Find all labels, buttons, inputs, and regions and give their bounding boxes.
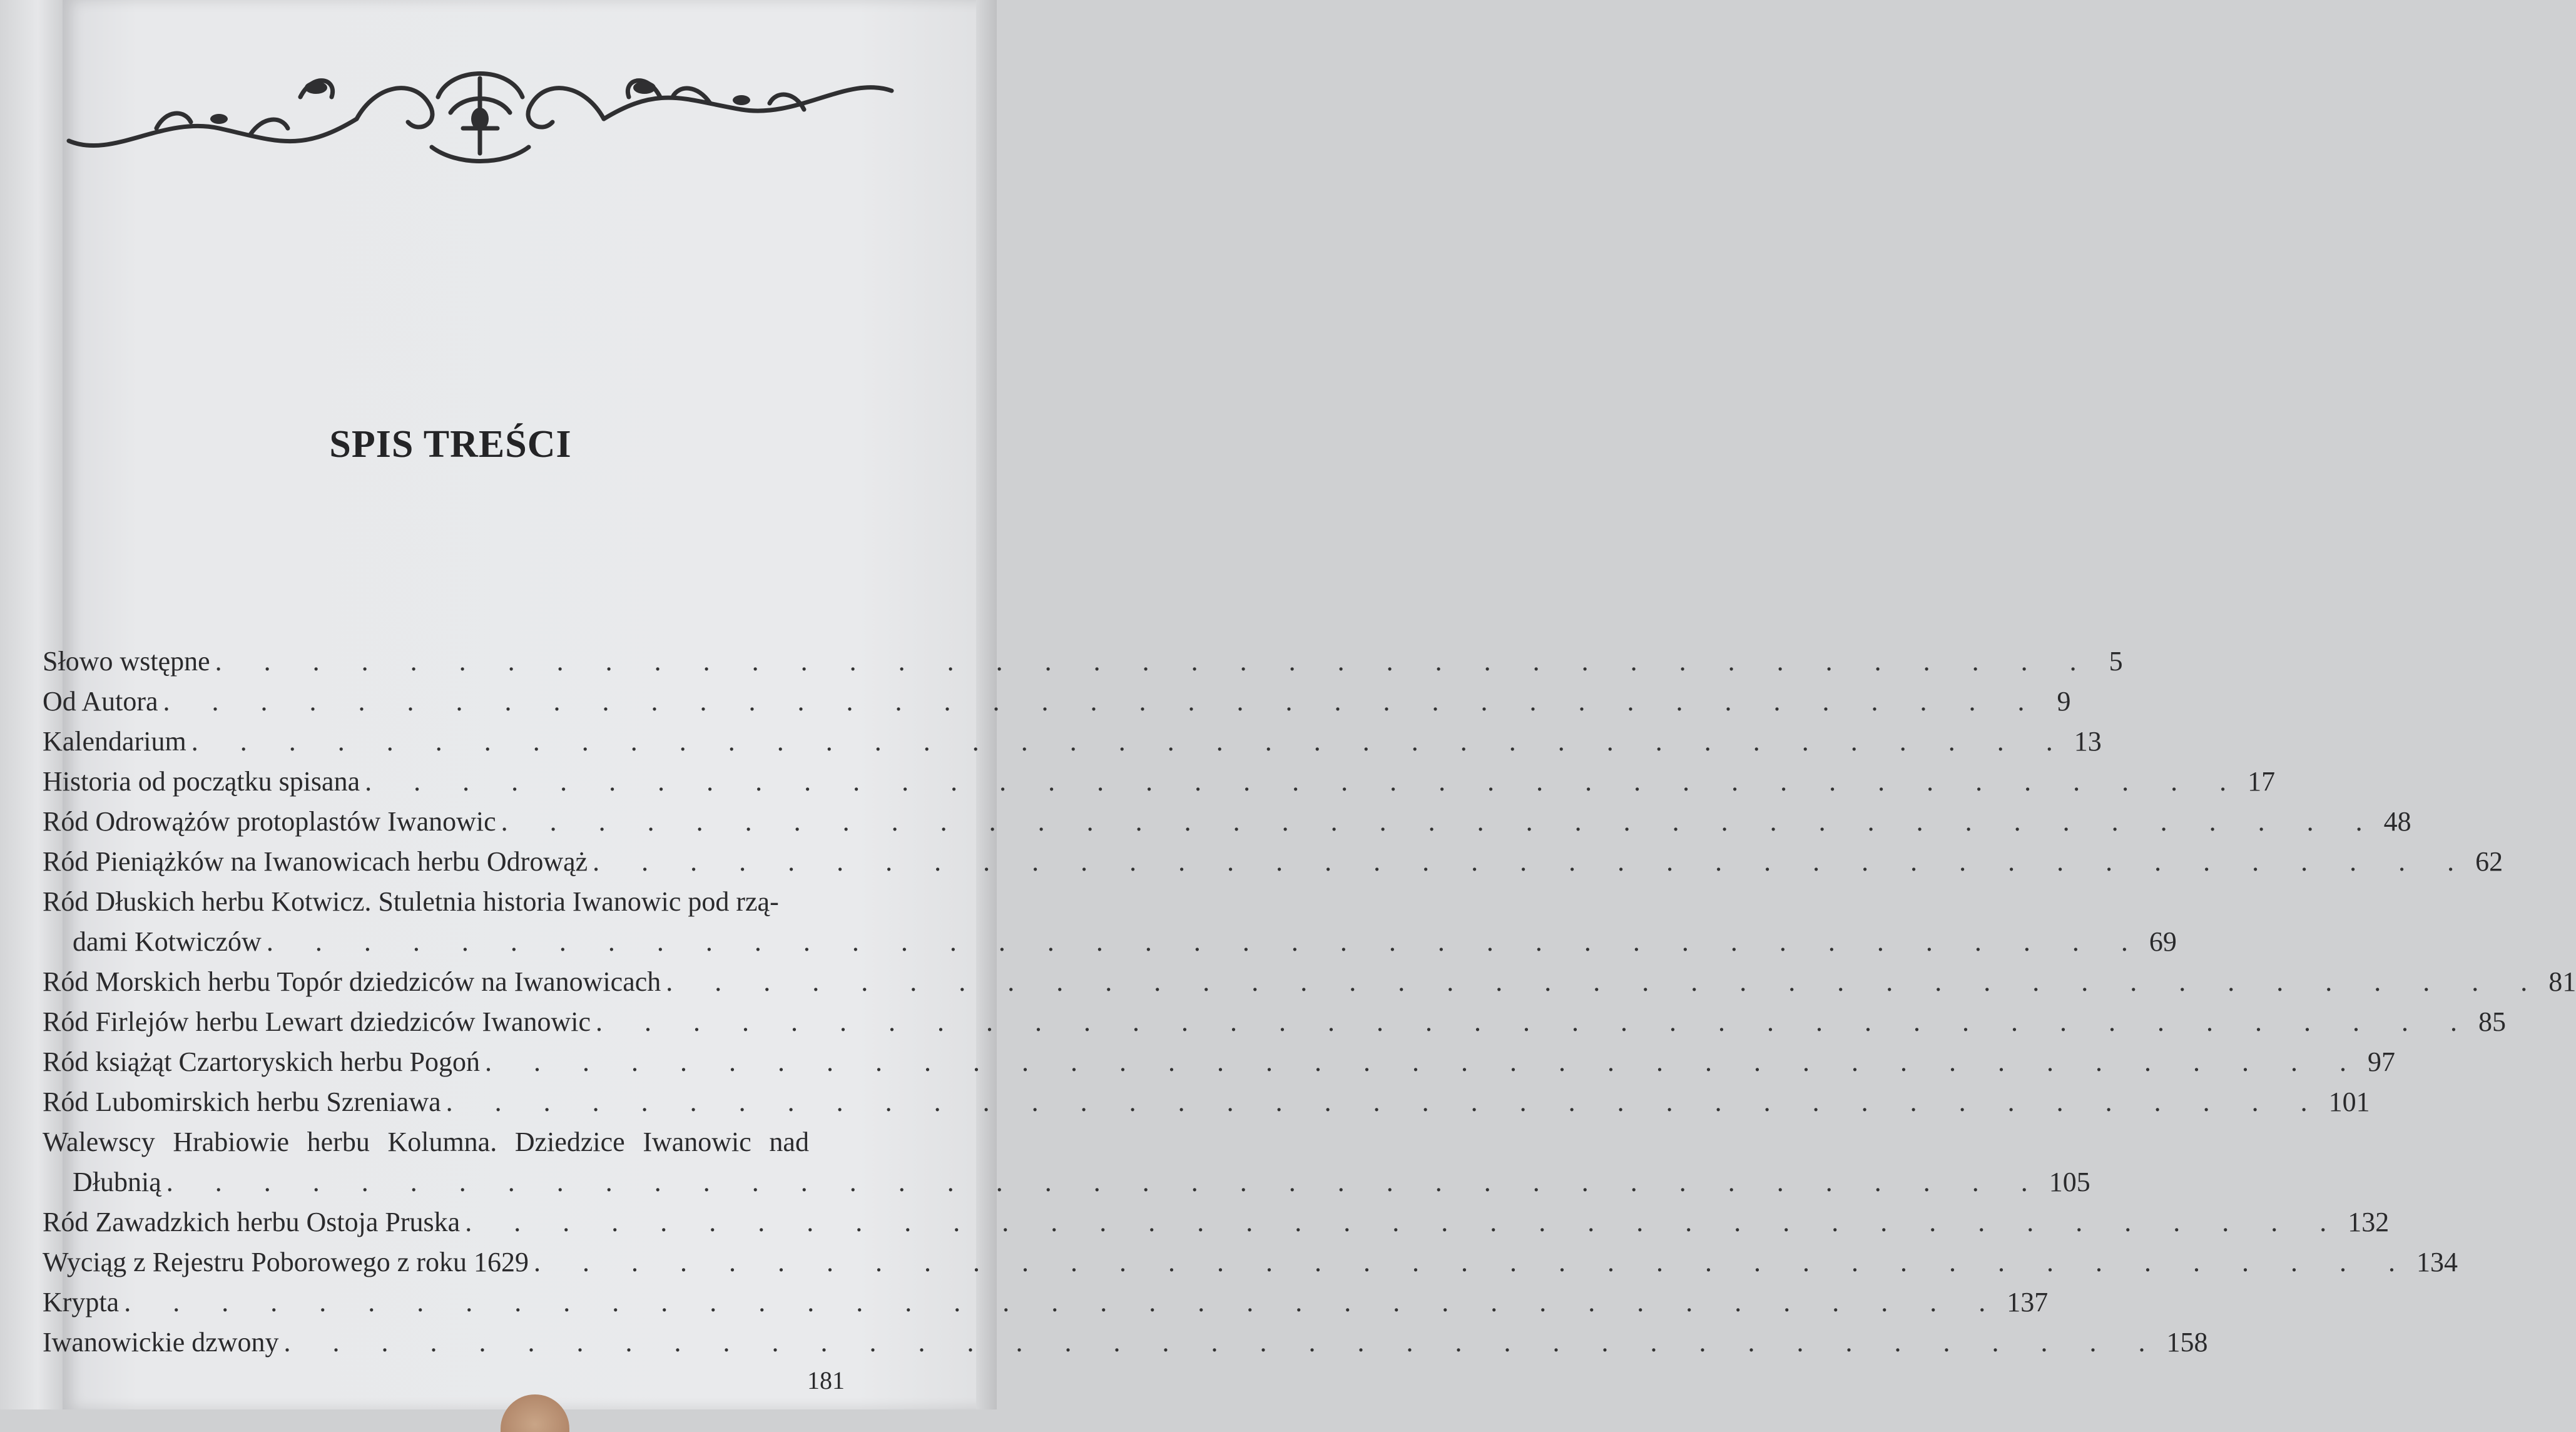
toc-entry-page: 137 [2007, 1287, 2049, 1317]
toc-entry-page: 69 [2149, 926, 2177, 957]
dot-leader: . . . . . . . . . . . . . . . . . . . . . . . . . . . . . . . . . . . . . . . [166, 1167, 2045, 1197]
dot-leader: . . . . . . . . . . . . . . . . . . . . . . . . . . . . . . . . . . . . . . . [191, 726, 2070, 757]
toc-entry-label: Ród Lubomirskich herbu Szreniawa [43, 1087, 441, 1117]
toc-entry [43, 1322, 2208, 1363]
toc-entry [43, 1202, 2390, 1242]
toc-entry [43, 682, 2071, 722]
toc-entry-page: 62 [2475, 846, 2503, 877]
toc-entry [43, 722, 2102, 762]
toc-entry-label: Dłubnią [73, 1167, 161, 1197]
toc-entry [43, 1282, 2049, 1322]
toc-entry-page: 48 [2383, 806, 2411, 837]
toc-entry-page: 85 [2478, 1006, 2507, 1037]
toc-entry-label: Ród Pieniążków na Iwanowicach herbu Odrowąż [43, 846, 588, 877]
word: Hrabiowie [173, 1127, 290, 1157]
toc-entry-label: Ród Firlejów herbu Lewart dziedziców Iwanowic [43, 1006, 591, 1037]
toc-entry [43, 1242, 2458, 1282]
dot-leader: . . . . . . . . . . . . . . . . . . . . . . . . . . . . . . . . . . . . . . . [484, 1046, 2364, 1077]
toc-entry-label: Ród Dłuskich herbu Kotwicz. Stuletnia historia Iwanowic pod rzą- [43, 886, 779, 917]
toc-entry-page: 132 [2348, 1207, 2390, 1237]
toc-entry-label: dami Kotwiczów [73, 926, 262, 957]
dot-leader: . . . . . . . . . . . . . . . . . . . . . . . . . . . . . . . . . . . . . . . [266, 926, 2146, 957]
page-number: 181 [807, 1366, 845, 1394]
dot-leader: . . . . . . . . . . . . . . . . . . . . . . . . . . . . . . . . . . . . . . . [533, 1247, 2413, 1277]
toc-entry [43, 922, 2177, 962]
dot-leader: . . . . . . . . . . . . . . . . . . . . . . . . . . . . . . . . . . . . . . . [163, 686, 2042, 717]
toc-entry-page: 81 [2548, 966, 2576, 997]
toc-entry-page: 158 [2166, 1327, 2208, 1358]
toc-entry-first-line [43, 1122, 856, 1162]
toc-entry-page: 105 [2049, 1167, 2090, 1197]
word: Dziedzice [514, 1127, 625, 1157]
toc-entry-label: Iwanowickie dzwony [43, 1327, 279, 1358]
dot-leader: . . . . . . . . . . . . . . . . . . . . . . . . . . . . . . . . . . . . . . . [666, 966, 2545, 997]
word: Walewscy [43, 1127, 155, 1157]
dot-leader: . . . . . . . . . . . . . . . . . . . . . . . . . . . . . . . . . . . . . . . [283, 1327, 2163, 1358]
toc-entry-label: Słowo wstępne [43, 646, 210, 677]
page-title: SPIS TREŚCI [329, 423, 572, 466]
table-of-contents [43, 642, 2576, 1363]
toc-entry-page: 5 [2109, 646, 2123, 677]
toc-entry-page: 13 [2074, 726, 2102, 757]
toc-entry [43, 802, 2411, 842]
toc-entry-label: Wyciąg z Rejestru Poborowego z roku 1629 [43, 1247, 529, 1277]
toc-entry-label [43, 1122, 809, 1162]
dot-leader: . . . . . . . . . . . . . . . . . . . . . . . . . . . . . . . . . . . . . . . [124, 1287, 2003, 1317]
toc-entry-label: Kalendarium [43, 726, 186, 757]
dot-leader: . . . . . . . . . . . . . . . . . . . . . . . . . . . . . . . . . . . . . . . [596, 1006, 2475, 1037]
toc-entry-page: 17 [2248, 766, 2276, 797]
toc-entry [43, 1002, 2507, 1042]
toc-entry-label: Ród Morskich herbu Topór dziedziców na Iwanowicach [43, 966, 661, 997]
toc-entry-label: Ród książąt Czartoryskich herbu Pogoń [43, 1046, 480, 1077]
toc-entry [43, 1162, 2090, 1202]
toc-entry-page: 101 [2328, 1087, 2370, 1117]
toc-entry-label: Historia od początku spisana [43, 766, 360, 797]
toc-entry [43, 842, 2503, 882]
toc-entry-page: 97 [2367, 1046, 2395, 1077]
toc-entry-label: Ród Odrowążów protoplastów Iwanowic [43, 806, 496, 837]
toc-entry [43, 642, 2123, 682]
toc-entry-label: Od Autora [43, 686, 158, 717]
toc-entry [43, 1082, 2370, 1122]
ornamental-scroll-icon [63, 59, 898, 169]
toc-entry-label: Krypta [43, 1287, 120, 1317]
toc-entry [43, 762, 2276, 802]
toc-entry-page: 134 [2416, 1247, 2458, 1277]
word: Iwanowic [643, 1127, 751, 1157]
toc-entry [43, 962, 2576, 1002]
dot-leader: . . . . . . . . . . . . . . . . . . . . . . . . . . . . . . . . . . . . . . . [445, 1087, 2325, 1117]
toc-entry-label: Ród Zawadzkich herbu Ostoja Pruska [43, 1207, 461, 1237]
toc-entry-page: 9 [2057, 686, 2071, 717]
word: nad [769, 1127, 809, 1157]
toc-entry [43, 1042, 2395, 1082]
dot-leader: . . . . . . . . . . . . . . . . . . . . . . . . . . . . . . . . . . . . . . . [365, 766, 2244, 797]
word: Kolumna. [387, 1127, 497, 1157]
toc-entry-first-line [43, 882, 856, 922]
word: herbu [307, 1127, 370, 1157]
dot-leader: . . . . . . . . . . . . . . . . . . . . . . . . . . . . . . . . . . . . . . . [215, 646, 2094, 677]
dot-leader: . . . . . . . . . . . . . . . . . . . . . . . . . . . . . . . . . . . . . . . [465, 1207, 2344, 1237]
dot-leader: . . . . . . . . . . . . . . . . . . . . . . . . . . . . . . . . . . . . . . . [501, 806, 2380, 837]
dot-leader: . . . . . . . . . . . . . . . . . . . . . . . . . . . . . . . . . . . . . . . [593, 846, 2472, 877]
